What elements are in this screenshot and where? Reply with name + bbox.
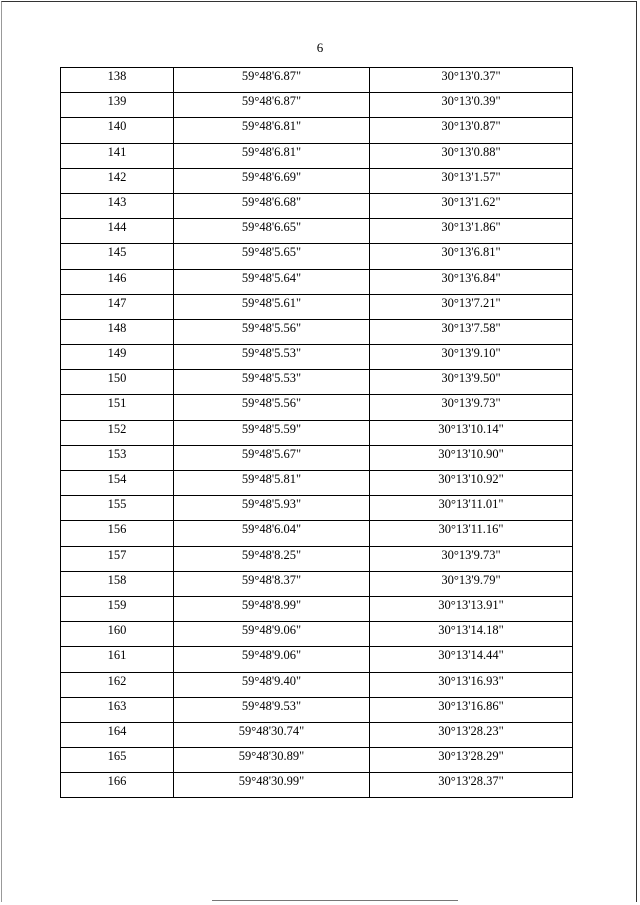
latitude-cell: 59°48'5.56" xyxy=(174,319,370,344)
coordinates-table-body xyxy=(61,68,573,798)
latitude-cell: 59°48'6.87" xyxy=(174,68,370,93)
table-row xyxy=(61,244,573,269)
table-row xyxy=(61,294,573,319)
point-number-cell: 156 xyxy=(61,521,174,546)
longitude-cell: 30°13'9.73" xyxy=(370,546,573,571)
table-row xyxy=(61,93,573,118)
point-number-cell: 165 xyxy=(61,748,174,773)
latitude-cell: 59°48'6.81" xyxy=(174,118,370,143)
table-row xyxy=(61,370,573,395)
table-row xyxy=(61,722,573,747)
point-number-cell: 138 xyxy=(61,68,174,93)
point-number-cell: 158 xyxy=(61,571,174,596)
table-row xyxy=(61,345,573,370)
longitude-cell: 30°13'1.57" xyxy=(370,168,573,193)
table-row xyxy=(61,168,573,193)
point-number-cell: 155 xyxy=(61,496,174,521)
point-number-cell: 148 xyxy=(61,319,174,344)
point-number-cell: 149 xyxy=(61,345,174,370)
table-row xyxy=(61,773,573,798)
point-number-cell: 150 xyxy=(61,370,174,395)
longitude-cell: 30°13'28.23" xyxy=(370,722,573,747)
latitude-cell: 59°48'6.68" xyxy=(174,193,370,218)
table-row xyxy=(61,420,573,445)
table-row xyxy=(61,521,573,546)
longitude-cell: 30°13'9.10" xyxy=(370,345,573,370)
point-number-cell: 166 xyxy=(61,773,174,798)
table-row xyxy=(61,445,573,470)
coordinates-table xyxy=(60,67,573,798)
table-row xyxy=(61,143,573,168)
latitude-cell: 59°48'8.37" xyxy=(174,571,370,596)
latitude-cell: 59°48'9.53" xyxy=(174,697,370,722)
longitude-cell: 30°13'10.90" xyxy=(370,445,573,470)
latitude-cell: 59°48'30.99" xyxy=(174,773,370,798)
point-number-cell: 145 xyxy=(61,244,174,269)
point-number-cell: 154 xyxy=(61,471,174,496)
latitude-cell: 59°48'8.99" xyxy=(174,596,370,621)
latitude-cell: 59°48'6.87" xyxy=(174,93,370,118)
longitude-cell: 30°13'28.29" xyxy=(370,748,573,773)
table-row xyxy=(61,672,573,697)
longitude-cell: 30°13'28.37" xyxy=(370,773,573,798)
point-number-cell: 163 xyxy=(61,697,174,722)
longitude-cell: 30°13'0.87" xyxy=(370,118,573,143)
table-row xyxy=(61,319,573,344)
latitude-cell: 59°48'9.06" xyxy=(174,622,370,647)
table-row xyxy=(61,546,573,571)
table-row xyxy=(61,471,573,496)
longitude-cell: 30°13'9.50" xyxy=(370,370,573,395)
longitude-cell: 30°13'16.93" xyxy=(370,672,573,697)
longitude-cell: 30°13'6.81" xyxy=(370,244,573,269)
longitude-cell: 30°13'0.37" xyxy=(370,68,573,93)
longitude-cell: 30°13'1.86" xyxy=(370,219,573,244)
point-number-cell: 153 xyxy=(61,445,174,470)
latitude-cell: 59°48'5.61" xyxy=(174,294,370,319)
point-number-cell: 146 xyxy=(61,269,174,294)
page-number: 6 xyxy=(316,40,324,55)
bottom-edge-line xyxy=(212,900,458,901)
latitude-cell: 59°48'5.81" xyxy=(174,471,370,496)
latitude-cell: 59°48'6.81" xyxy=(174,143,370,168)
longitude-cell: 30°13'7.58" xyxy=(370,319,573,344)
longitude-cell: 30°13'1.62" xyxy=(370,193,573,218)
table-row xyxy=(61,647,573,672)
latitude-cell: 59°48'30.74" xyxy=(174,722,370,747)
longitude-cell: 30°13'9.73" xyxy=(370,395,573,420)
table-row xyxy=(61,68,573,93)
longitude-cell: 30°13'11.01" xyxy=(370,496,573,521)
point-number-cell: 151 xyxy=(61,395,174,420)
latitude-cell: 59°48'6.65" xyxy=(174,219,370,244)
table-row xyxy=(61,219,573,244)
latitude-cell: 59°48'6.69" xyxy=(174,168,370,193)
table-row xyxy=(61,395,573,420)
point-number-cell: 164 xyxy=(61,722,174,747)
point-number-cell: 162 xyxy=(61,672,174,697)
longitude-cell: 30°13'10.92" xyxy=(370,471,573,496)
point-number-cell: 160 xyxy=(61,622,174,647)
latitude-cell: 59°48'9.40" xyxy=(174,672,370,697)
table-row xyxy=(61,748,573,773)
longitude-cell: 30°13'11.16" xyxy=(370,521,573,546)
latitude-cell: 59°48'9.06" xyxy=(174,647,370,672)
table-row xyxy=(61,596,573,621)
latitude-cell: 59°48'30.89" xyxy=(174,748,370,773)
table-row xyxy=(61,496,573,521)
longitude-cell: 30°13'10.14" xyxy=(370,420,573,445)
latitude-cell: 59°48'5.59" xyxy=(174,420,370,445)
longitude-cell: 30°13'16.86" xyxy=(370,697,573,722)
latitude-cell: 59°48'8.25" xyxy=(174,546,370,571)
longitude-cell: 30°13'7.21" xyxy=(370,294,573,319)
table-row xyxy=(61,269,573,294)
latitude-cell: 59°48'5.64" xyxy=(174,269,370,294)
point-number-cell: 139 xyxy=(61,93,174,118)
longitude-cell: 30°13'13.91" xyxy=(370,596,573,621)
point-number-cell: 147 xyxy=(61,294,174,319)
latitude-cell: 59°48'5.67" xyxy=(174,445,370,470)
table-row xyxy=(61,118,573,143)
table-row xyxy=(61,697,573,722)
point-number-cell: 159 xyxy=(61,596,174,621)
longitude-cell: 30°13'14.44" xyxy=(370,647,573,672)
point-number-cell: 143 xyxy=(61,193,174,218)
point-number-cell: 142 xyxy=(61,168,174,193)
longitude-cell: 30°13'0.39" xyxy=(370,93,573,118)
table-row xyxy=(61,571,573,596)
longitude-cell: 30°13'14.18" xyxy=(370,622,573,647)
point-number-cell: 152 xyxy=(61,420,174,445)
table-row xyxy=(61,622,573,647)
longitude-cell: 30°13'9.79" xyxy=(370,571,573,596)
latitude-cell: 59°48'5.93" xyxy=(174,496,370,521)
longitude-cell: 30°13'6.84" xyxy=(370,269,573,294)
longitude-cell: 30°13'0.88" xyxy=(370,143,573,168)
point-number-cell: 161 xyxy=(61,647,174,672)
point-number-cell: 144 xyxy=(61,219,174,244)
latitude-cell: 59°48'5.65" xyxy=(174,244,370,269)
latitude-cell: 59°48'5.53" xyxy=(174,370,370,395)
point-number-cell: 140 xyxy=(61,118,174,143)
latitude-cell: 59°48'6.04" xyxy=(174,521,370,546)
latitude-cell: 59°48'5.56" xyxy=(174,395,370,420)
table-row xyxy=(61,193,573,218)
point-number-cell: 157 xyxy=(61,546,174,571)
latitude-cell: 59°48'5.53" xyxy=(174,345,370,370)
point-number-cell: 141 xyxy=(61,143,174,168)
